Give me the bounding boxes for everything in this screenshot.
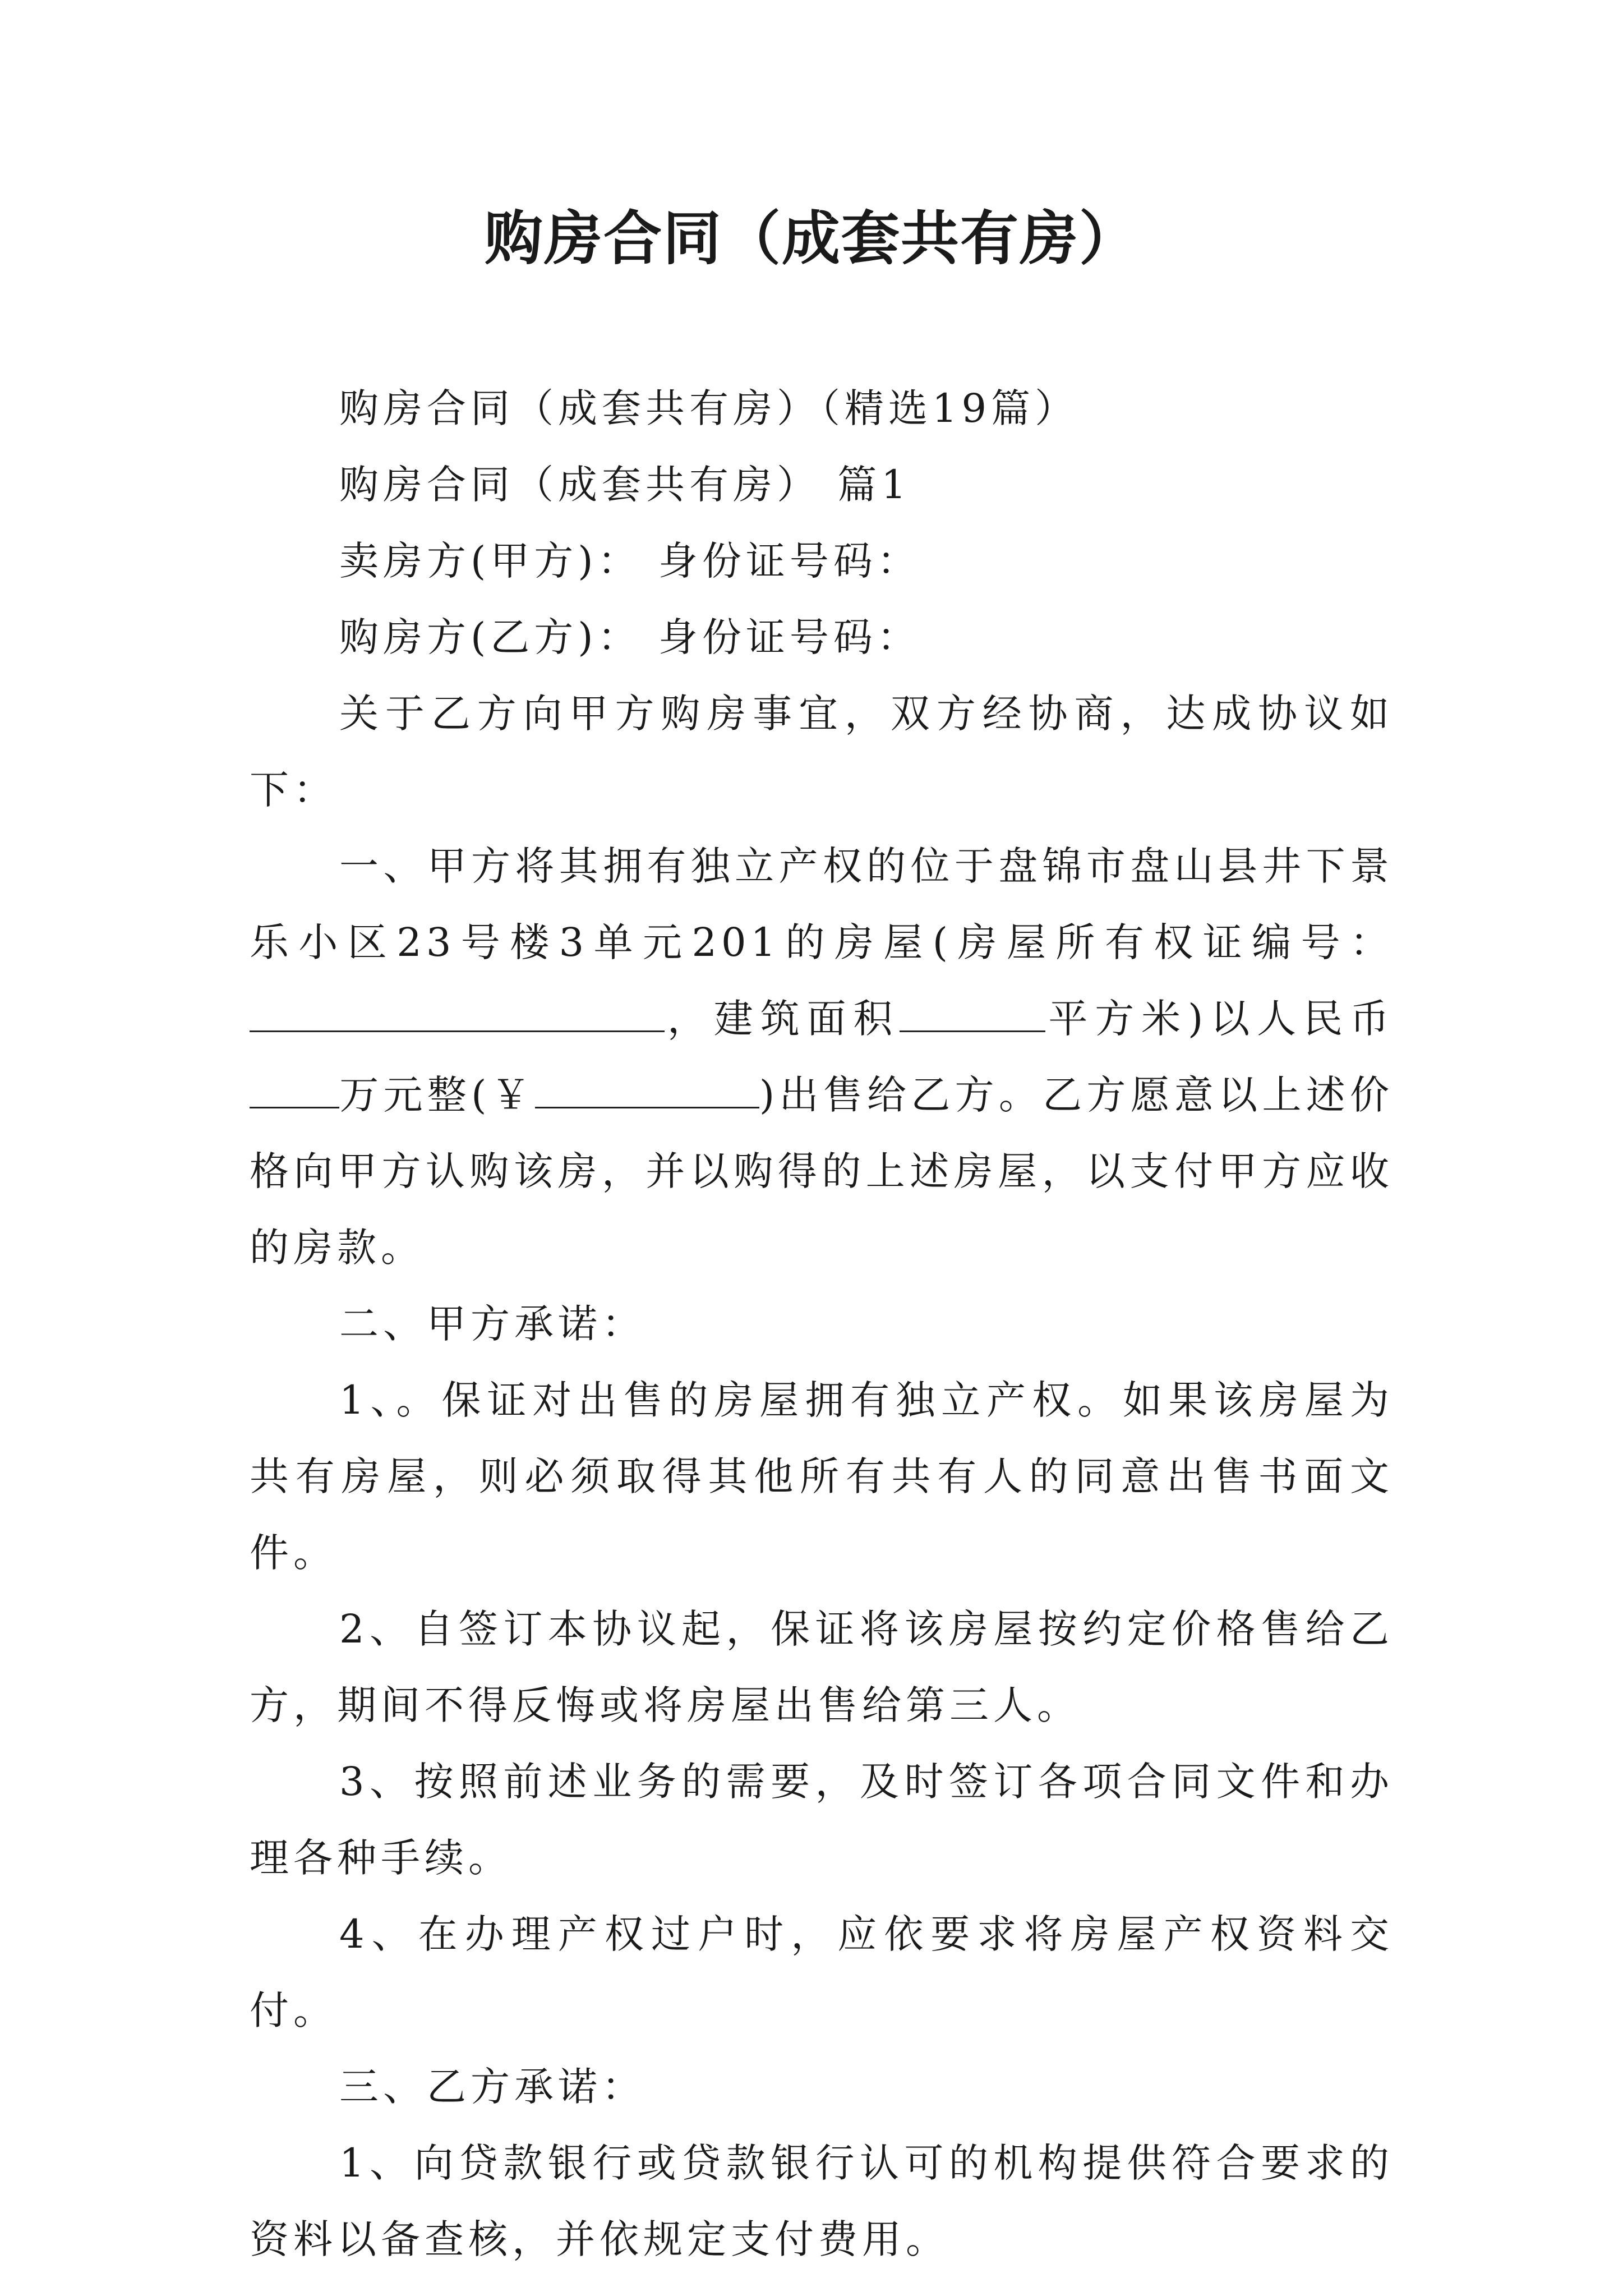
- paragraph-seller-commitment-3: 3、按照前述业务的需要，及时签订各项合同文件和办理各种手续。: [250, 1759, 1394, 1881]
- clause-1-text-a: 一、甲方将其拥有独立产权的位于盘锦市盘山县井下景乐小区23号楼3单元201的房屋(房屋所有权证编号：: [250, 843, 1394, 965]
- paragraph-seller-commitment-2: 2、自签订本协议起，保证将该房屋按约定价格售给乙方，期间不得反悔或将房屋出售给第三人。: [250, 1606, 1394, 1728]
- clause-1-text-d: 万元整(￥: [339, 1072, 535, 1118]
- paragraph-clause-1: [250, 828, 1394, 1286]
- paragraph-seller-line: 卖房方(甲方)： 身份证号码：: [339, 538, 921, 584]
- paragraph-seller-commitments-heading: 二、甲方承诺：: [339, 1301, 645, 1347]
- document-body: [250, 370, 1394, 2277]
- document-title: 购房合同（成套共有房）: [484, 204, 1138, 273]
- price-figures-blank: [535, 1068, 759, 1108]
- paragraph-buyer-commitment-1: 1、向贷款银行或贷款银行认可的机构提供符合要求的资料以备查核，并依规定支付费用。: [250, 2140, 1394, 2262]
- paragraph-intro: 关于乙方向甲方购房事宜，双方经协商，达成协议如下：: [250, 691, 1394, 813]
- paragraph-buyer-line: 购房方(乙方)： 身份证号码：: [339, 614, 921, 660]
- paragraph-seller-commitment-4: 4、在办理产权过户时，应依要求将房屋产权资料交付。: [250, 1911, 1394, 2033]
- paragraph-seller-commitment-1: 1、。保证对出售的房屋拥有独立产权。如果该房屋为共有房屋，则必须取得其他所有共有人的同意出售书面文件。: [250, 1377, 1394, 1576]
- clause-1-text-c: 平方米)以人民币: [1045, 996, 1394, 1042]
- floor-area-blank: [900, 991, 1045, 1032]
- price-words-blank: [250, 1068, 339, 1108]
- clause-1-text-b: ，建筑面积: [665, 996, 900, 1042]
- paragraph-buyer-commitments-heading: 三、乙方承诺：: [339, 2064, 645, 2110]
- certificate-number-blank: [250, 991, 665, 1032]
- paragraph-subtitle: 购房合同（成套共有房）（精选19篇）: [339, 385, 1079, 431]
- clause-1-text-e: )出售给乙方。乙方愿意以上述价格向甲方认购该房，并以购得的上述房屋，以支付甲方应收的房款。: [250, 1072, 1394, 1271]
- paragraph-section-heading: 购房合同（成套共有房） 篇1: [339, 462, 911, 508]
